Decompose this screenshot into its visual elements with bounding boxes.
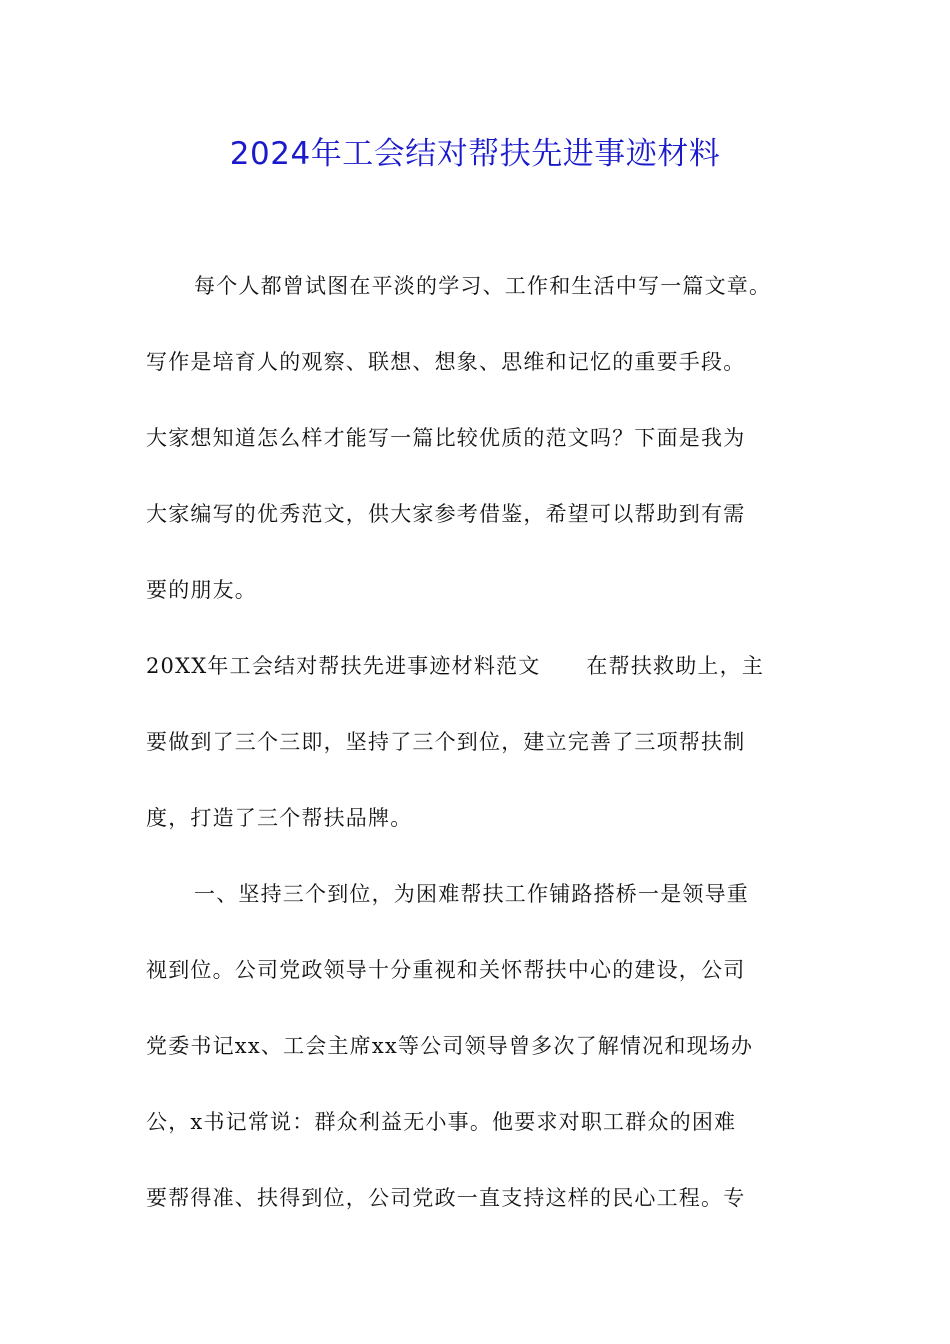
paragraph-line: 度，打造了三个帮扶品牌。 bbox=[146, 806, 413, 830]
paragraph-text: 在帮扶救助上，主 bbox=[586, 654, 765, 678]
paragraph-line: 要做到了三个三即，坚持了三个到位，建立完善了三项帮扶制 bbox=[146, 730, 746, 754]
paragraph-line: 一、坚持三个到位，为困难帮扶工作铺路搭桥一是领导重 bbox=[194, 882, 749, 906]
paragraph-line: 视到位。公司党政领导十分重视和关怀帮扶中心的建设，公司 bbox=[146, 958, 746, 982]
paragraph-line-heading bbox=[146, 644, 808, 720]
paragraph-line: 党委书记xx、工会主席xx等公司领导曾多次了解情况和现场办 bbox=[146, 1034, 754, 1058]
paragraph-line: 要的朋友。 bbox=[146, 578, 257, 602]
paragraph-line: 要帮得准、扶得到位，公司党政一直支持这样的民心工程。专 bbox=[146, 1186, 746, 1210]
paragraph-line: 大家编写的优秀范文，供大家参考借鉴，希望可以帮助到有需 bbox=[146, 502, 746, 526]
paragraph-line: 每个人都曾试图在平淡的学习、工作和生活中写一篇文章。 bbox=[194, 274, 772, 298]
paragraph-line: 写作是培育人的观察、联想、想象、思维和记忆的重要手段。 bbox=[146, 350, 746, 374]
section-heading: 20XX年工会结对帮扶先进事迹材料范文 bbox=[146, 654, 541, 678]
document-body bbox=[146, 264, 808, 1252]
paragraph-line: 公，x书记常说：群众利益无小事。他要求对职工群众的困难 bbox=[146, 1110, 737, 1134]
paragraph-line: 大家想知道怎么样才能写一篇比较优质的范文吗？下面是我为 bbox=[146, 426, 746, 450]
document-title: 2024年工会结对帮扶先进事迹材料 bbox=[229, 136, 721, 172]
